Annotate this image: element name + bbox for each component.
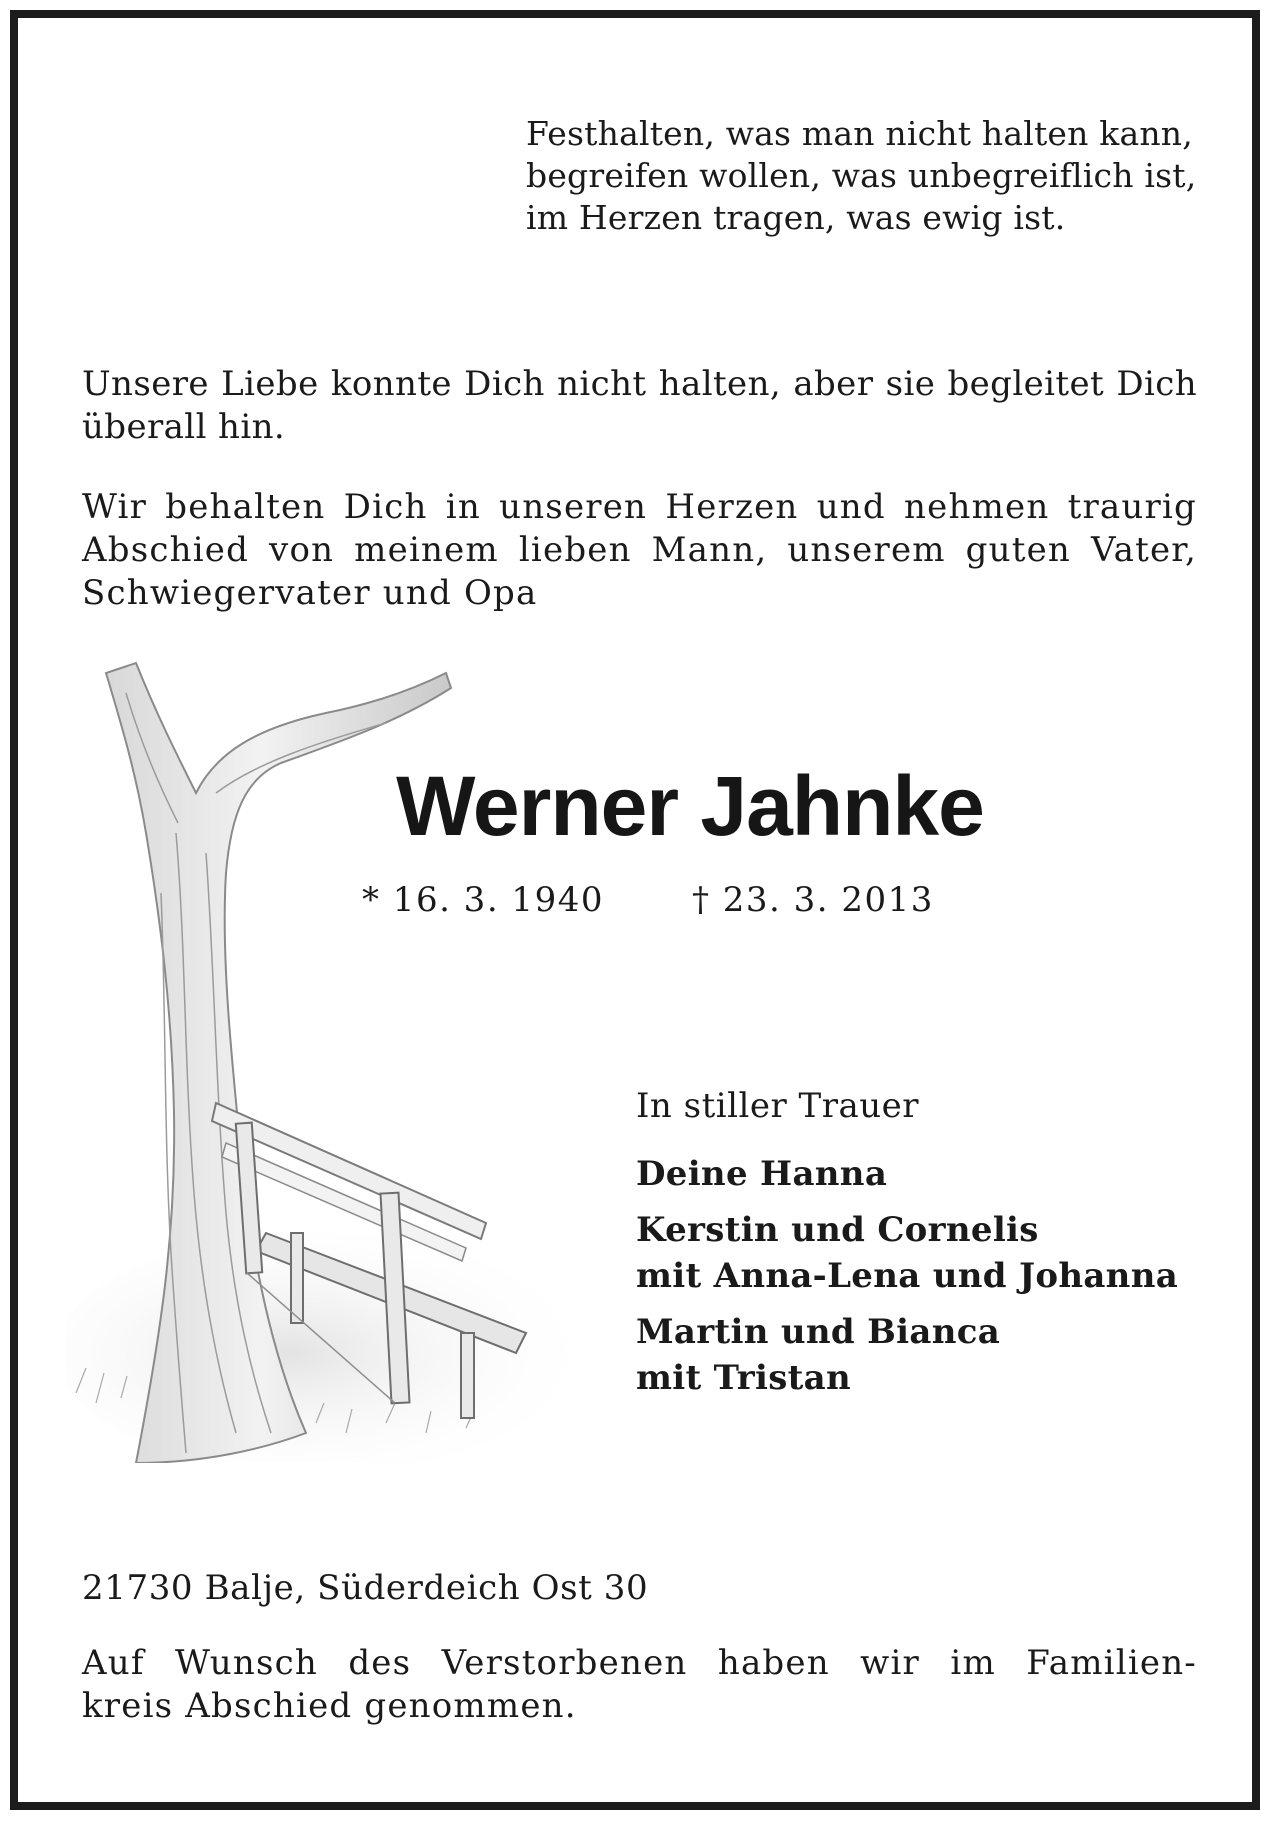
funeral-note: [82, 1642, 1197, 1728]
intro-paragraph-1: Unsere Liebe konnte Dich nicht halten, aber sie begleitet Dich überall hin.: [82, 364, 1197, 447]
death-date: † 23. 3. 2013: [691, 880, 934, 920]
mourner-line: Kerstin und Cornelis: [636, 1210, 1039, 1250]
mourner-line: Martin und Bianca: [636, 1312, 1001, 1352]
mourner-line: mit Anna-Lena und Johanna: [636, 1256, 1179, 1296]
mourner-group: [636, 1151, 1256, 1197]
mourners-intro: In stiller Trauer: [636, 1086, 920, 1126]
mourner-line: Deine Hanna: [636, 1154, 888, 1194]
mourner-group: [636, 1207, 1256, 1299]
life-dates: [362, 878, 934, 922]
motto-line: im Herzen tragen, was ewig ist.: [526, 198, 1066, 237]
mourner-line: mit Tristan: [636, 1358, 851, 1398]
mourners-block: [636, 1083, 1256, 1411]
mourner-group: [636, 1309, 1256, 1401]
funeral-note-line: kreis Abschied genommen.: [82, 1686, 577, 1726]
family-address: 21730 Balje, Süderdeich Ost 30: [82, 1568, 649, 1608]
intro-paragraph-2: Wir behalten Dich in unseren Herzen und nehmen traurig Abschied von meinem lieben Mann, unserem guten Vater, Schwiegervater und Opa: [82, 487, 1197, 613]
motto-line: begreifen wollen, was unbegreiflich ist,: [526, 156, 1197, 195]
birth-date: * 16. 3. 1940: [362, 880, 604, 920]
motto-line: Festhalten, was man nicht halten kann,: [526, 114, 1193, 153]
deceased-name: Werner Jahnke: [396, 759, 984, 853]
obituary-notice: [10, 10, 1260, 1810]
funeral-note-line: Auf Wunsch des Verstorbenen haben wir im Familien-: [82, 1643, 1197, 1683]
motto-verse: [526, 113, 1226, 239]
